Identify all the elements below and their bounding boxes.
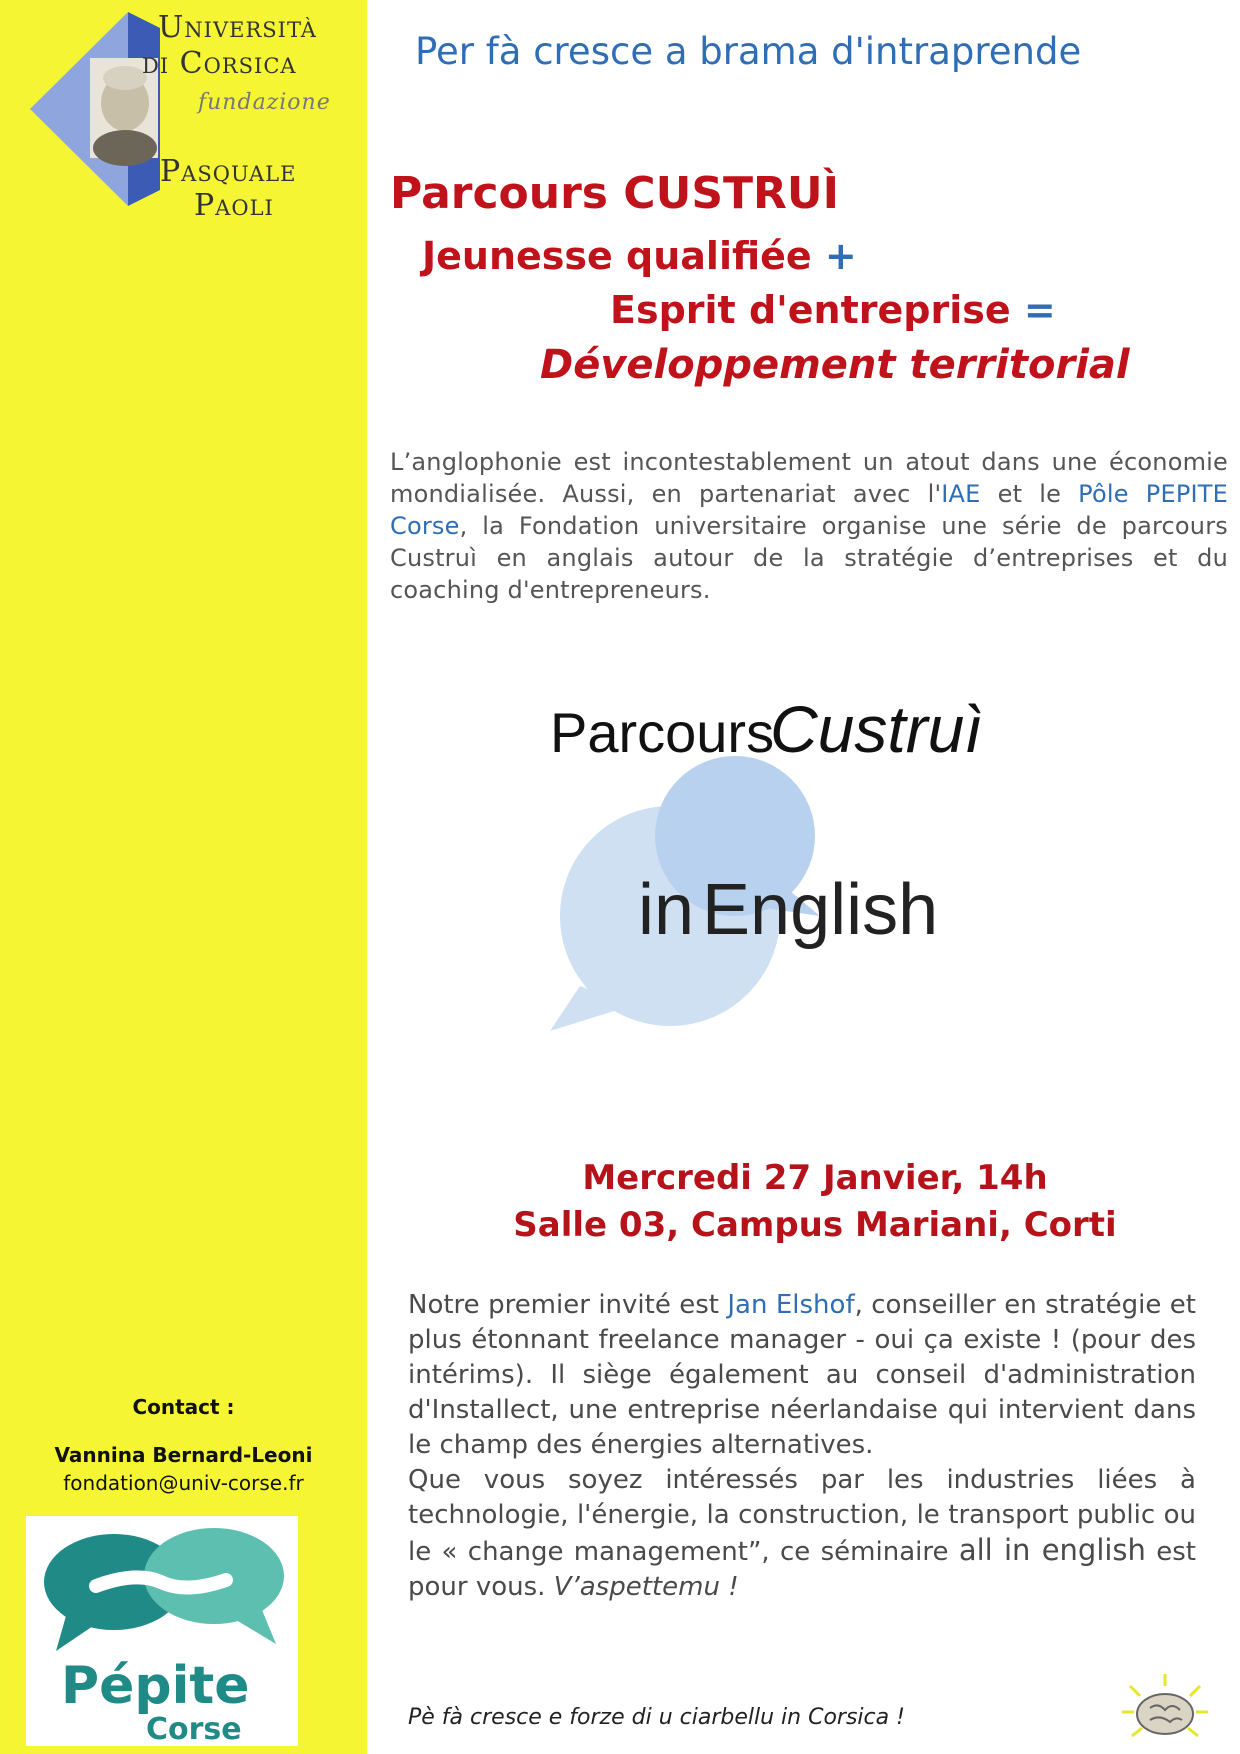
handshake-bubbles-icon <box>26 1516 298 1656</box>
contact-label: Contact : <box>132 1395 235 1419</box>
body-paragraph <box>408 1288 1196 1605</box>
graphic-in-word: in <box>638 870 695 950</box>
body-text-1: Notre premier invité est <box>408 1290 728 1320</box>
event-location: Salle 03, Campus Mariani, Corti <box>513 1205 1117 1245</box>
body-all-in-english: all in english <box>958 1533 1146 1567</box>
header-tagline: Per fà cresce a brama d'intraprende <box>415 30 1082 73</box>
title-jeunesse <box>422 234 857 278</box>
graphic-parcours-word: Parcours <box>550 701 775 764</box>
pepite-link[interactable]: Pôle PEPITE Corse <box>390 480 1228 540</box>
contact-name: Vannina Bernard-Leoni <box>54 1443 313 1467</box>
footer-slogan: Pè fà cresce e forze di u ciarbellu in Corsica ! <box>408 1705 905 1730</box>
pepite-corse-logo <box>26 1516 298 1746</box>
graphic-custrui-word: Custruì <box>770 692 983 766</box>
graphic-english-word: English <box>702 870 939 950</box>
title-parcours: Parcours CUSTRUÌ <box>390 168 840 219</box>
pepite-corse-label: Corse <box>146 1712 242 1747</box>
pepite-wordmark: Pépite <box>61 1656 250 1716</box>
logo-line-corsica: di Corsica <box>142 46 297 81</box>
iae-link[interactable]: IAE <box>941 480 981 508</box>
guest-link[interactable]: Jan Elshof <box>727 1290 855 1320</box>
intro-text-1: L’anglophonie est incontestablement un atout dans une économie mondialisée. Aussi, en partenariat avec l' <box>390 448 1228 508</box>
parcours-in-english-graphic <box>520 676 1000 1056</box>
contact-email-link[interactable]: fondation@univ-corse.fr <box>63 1471 304 1495</box>
body-text-2: , conseiller en stratégie et plus étonnant freelance manager - oui ça existe ! (pour des intérims). Il siège également au conseil d'administration d'Installect, une entreprise néerlandaise qui intervient dans le champ des énergies alternatives. <box>408 1290 1196 1460</box>
logo-line-paoli: Paoli <box>194 188 274 223</box>
logo-line-pasquale: Pasquale <box>160 154 297 189</box>
logo-line-fundazione: fundazione <box>198 90 331 115</box>
body-text-4: est pour vous. <box>408 1537 1196 1602</box>
intro-text-3: , la Fondation universitaire organise une série de parcours Custruì en anglais autour de la stratégie d’entreprises et du coaching d'entrepreneurs. <box>390 512 1228 604</box>
contact-block <box>0 1395 367 1495</box>
speech-bubbles-icon <box>520 676 1000 1056</box>
event-date: Mercredi 27 Janvier, 14h <box>582 1158 1048 1198</box>
equals-operator: = <box>1023 288 1056 332</box>
title-jeunesse-text: Jeunesse qualifiée <box>422 234 812 278</box>
title-developpement: Développement territorial <box>540 342 1130 388</box>
intro-text-2: et le <box>980 480 1079 508</box>
logo-line-universita: Università <box>158 10 317 45</box>
plus-operator: + <box>824 234 857 278</box>
body-closing: V’aspettemu ! <box>553 1572 739 1602</box>
university-foundation-logo <box>30 8 340 230</box>
title-esprit <box>610 288 1056 332</box>
brain-icon <box>1120 1672 1210 1744</box>
intro-paragraph <box>390 446 1228 606</box>
body-text-3: Que vous soyez intéressés par les industries liées à technologie, l'énergie, la construction, le transport public ou le « change management”, ce séminaire <box>408 1465 1196 1567</box>
sidebar <box>0 0 367 1754</box>
title-esprit-text: Esprit d'entreprise <box>610 288 1011 332</box>
